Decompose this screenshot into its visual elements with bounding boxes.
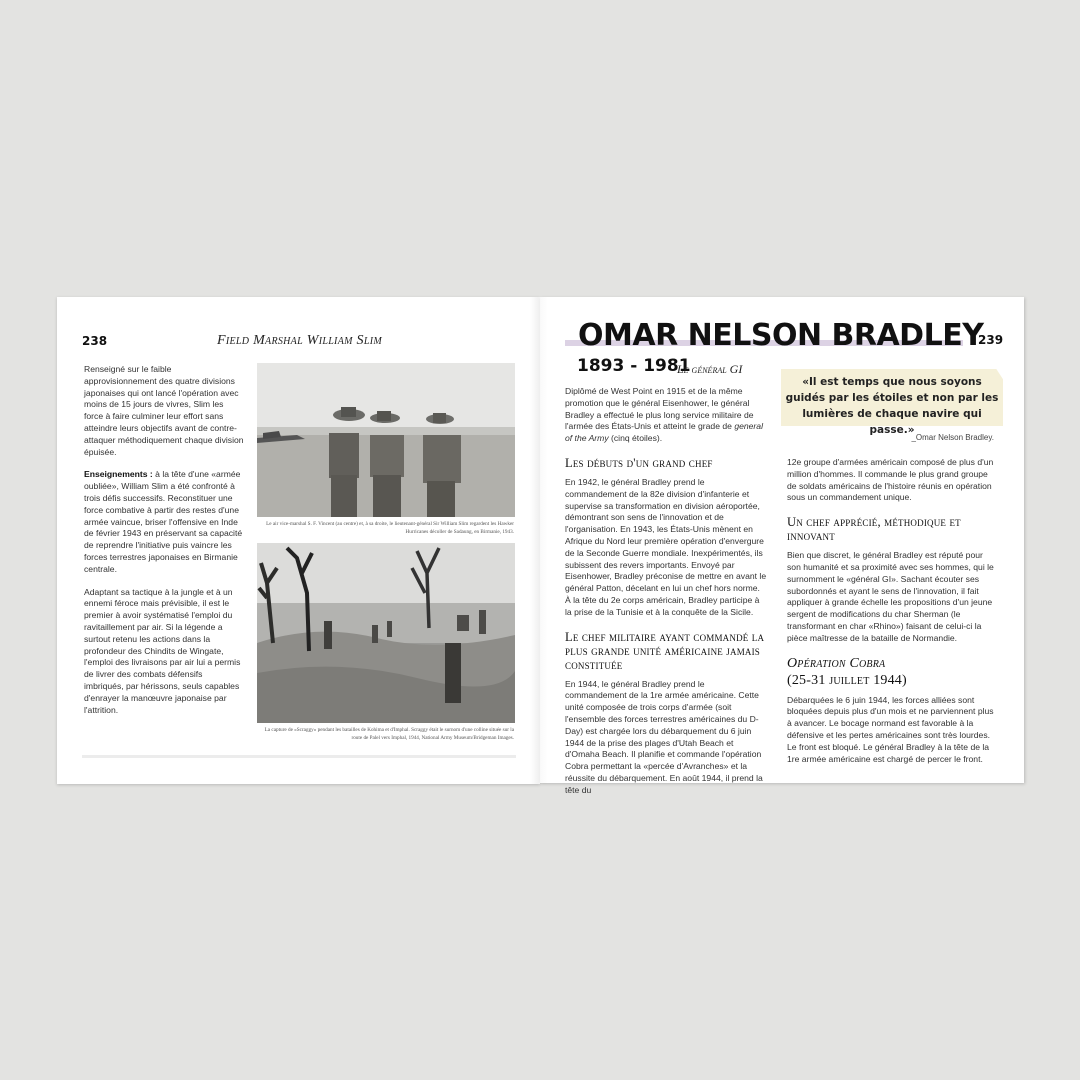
intro-text: Diplômé de West Point en 1915 et de la même promotion que le général Eisenhower, le général Bradley a effectué le plus long service militaire de l'armée des États-Unis et atteint le grade de [565, 386, 754, 432]
intro-paragraph [565, 386, 768, 445]
section-paragraph: Bien que discret, le général Bradley est réputé pour son humanité et sa proximité avec ses hommes, qui le surnomment le «général GI». Sachant écouter ses subordonnés et ayant le sens de l'innovation, il fait appliquer à grande échelle les propositions d'un jeune sergent de modifications du char Sherman (le transformant en char «Rhino») faisant de celui-ci la pièce maîtresse de la bataille de Normandie. [787, 550, 994, 643]
section-heading-line2: (25-31 juillet 1944) [787, 672, 907, 688]
photo-officers-airfield [257, 363, 515, 517]
section-paragraph: En 1944, le général Bradley prend le commandement de la 1re armée américaine. Cette unité composée de trois corps d'armée (soit l'ensemble des forces terrestres américaines du D-Day) est chargée lors du débarquement du 6 juin 1944 de la prise des plages d'Utah Beach et d'Omaha Beach. Il planifie et commande l'opération Cobra permettant la «percée d'Avranches» et la réussite du débarquement. En août 1944, il prend la tête du [565, 678, 763, 795]
section-heading: Les débuts d'un grand chef [565, 455, 713, 470]
page-footer-rule [82, 755, 516, 758]
section-heading: Le chef militaire ayant commandé la plus grande unité américaine jamais constituée [565, 629, 765, 672]
right-column-2 [787, 457, 999, 776]
page-number-left: 238 [82, 334, 108, 348]
section-paragraph: Débarquées le 6 juin 1944, les forces alliées sont bloquées depuis plus d'un mois et ne parviennent plus à avancer. Le bocage normand est favorable à la défensive et les pertes américaines sont très lourdes. Le front est bloqué. Le général Bradley à la tête de la 1re armée américaine est chargé de percer le front. [787, 694, 994, 764]
paragraph: Adaptant sa tactique à la jungle et à un ennemi féroce mais prévisible, il est le premier à avoir systématisé l'emploi du ravitaillement par air. Si la légende a surtout retenu les actions dans la profondeur des Chindits de Wingate, l'emploi des livraisons par air lui a permis de livrer des combats défensifs imbriqués, par hérissons, seuls capables d'enrayer la manœuvre japonaise par l'attrition. [84, 586, 241, 715]
intro-italic: general of the Army [565, 421, 763, 444]
section-paragraph-continued: 12e groupe d'armées américain composé de plus d'un million d'hommes. Il commande le plus grand groupe de soldats américains de l'histoire réunis en opération sous un commandement unique. [787, 457, 994, 503]
photo-caption: Le air vice-marshal S. F. Vincent (au centre) et, à sa droite, le lieutenant-général Sir William Slim regardent les Hawker Hurricanes décoller de Sadaung, en Birmanie, 1943. [266, 521, 514, 535]
article-subtitle: Le général GI [677, 362, 743, 376]
quote-attribution: _Omar Nelson Bradley. [911, 433, 994, 442]
paragraph: Renseigné sur le faible approvisionnement des quatre divisions japonaises qui ont lancé l'opération avec moins de 15 jours de vivres, Slim les force à faire culminer leur effort sans atteindre leurs objectifs avant de contre-attaquer méthodiquement chaque division épuisée. [84, 364, 244, 457]
photo-caption: La capture de «Scraggy» pendant les batailles de Kohima et d'Imphal. Scraggy était le surnom d'une colline située sur la route de Palel vers Imphal, 1944, National Army Museum/Bridgeman Images. [264, 727, 514, 741]
right-column-1 [565, 386, 768, 808]
section-paragraph: En 1942, le général Bradley prend le commandement de la 82e division d'infanterie et supervise sa transformation en division aéroportée, démontrant son sens de l'innovation et de l'organisation. En 1943, les États-Unis mènent en Afrique du Nord leur première opération d'envergure de la Seconde Guerre mondiale. Inexpérimentés, ils subissent des revers importants. Envoyé par Eisenhower, Bradley préconise de mettre en avant le général Patton, décelant en lui un chef hors norme. À la tête du 2e corps américain, Bradley participe à la prise de la Tunisie et à la conquête de la Sicile. [565, 476, 767, 617]
photo-officers-illustration [257, 363, 515, 517]
pull-quote: «Il est temps que nous soyons guidés par les étoiles et non par les lumières de chaque navire qui passe.» [785, 376, 999, 436]
photo-scraggy-hill [257, 543, 515, 723]
section-heading-line1 [787, 656, 999, 671]
intro-text-end: (cinq étoiles). [608, 433, 663, 444]
paragraph-text: à la tête d'une «armée oubliée», William Slim a été confronté à trois défis successifs. Reconstituer une force combative à partir des restes d'une armée vaincue, briser l'offensive en Inde de février 1943 en préservant sa capacité de reprendre l'initiative puis vaincre les forces terrestres japonaises en Birmanie centrale. [84, 469, 243, 574]
running-head: Field Marshal William Slim [217, 333, 382, 348]
paragraph-lessons [84, 469, 244, 575]
life-dates: 1893 - 1981 [577, 356, 691, 376]
lead-in-bold: Enseignements : [84, 469, 153, 480]
left-column-text [84, 364, 244, 727]
article-title: OMAR NELSON BRADLEY [578, 318, 984, 353]
page-number-right: 239 [978, 333, 1004, 347]
section-heading: Un chef apprécié, méthodique et innovant [787, 515, 961, 544]
photo-battlefield-illustration [257, 543, 515, 723]
heading-text: Opération Cobra [787, 655, 886, 671]
